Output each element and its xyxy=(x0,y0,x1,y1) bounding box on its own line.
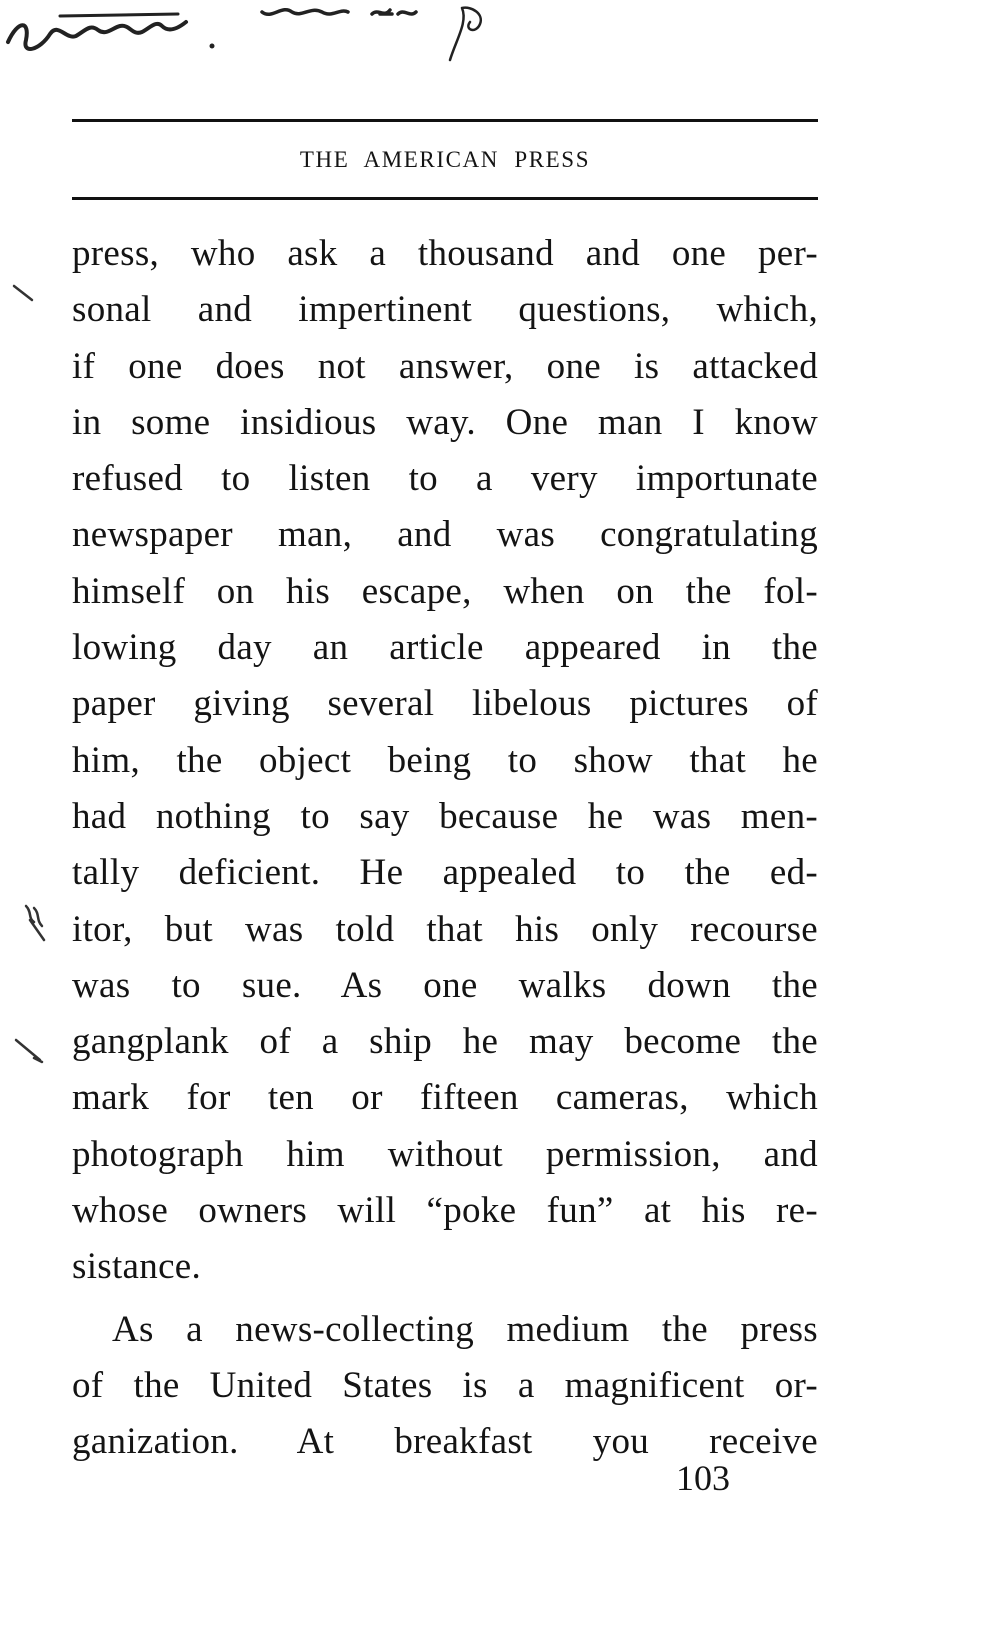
text-line: paper giving several libelous pictures of xyxy=(72,683,818,725)
header-bottom-rule xyxy=(72,197,818,200)
text-line: itor, but was told that his only recourse xyxy=(72,908,818,950)
text-line: refused to listen to a very importunate xyxy=(72,458,818,500)
text-line: lowing day an article appeared in the xyxy=(72,627,818,669)
text-line: was to sue. As one walks down the xyxy=(72,964,818,1006)
text-line: photograph him without permission, and xyxy=(72,1133,818,1175)
running-head: THE AMERICAN PRESS xyxy=(299,147,591,172)
text-line: him, the object being to show that he xyxy=(72,739,818,781)
text-line: press, who ask a thousand and one per- xyxy=(72,233,818,274)
margin-pencil-marks xyxy=(0,0,80,1636)
text-line: ganization. At breakfast you receive xyxy=(72,1421,818,1463)
text-line: As a news-collecting medium the press xyxy=(112,1308,818,1350)
text-line: in some insidious way. One man I know xyxy=(72,401,818,443)
text-line: whose owners will “poke fun” at his re- xyxy=(72,1190,818,1232)
text-line: himself on his escape, when on the fol- xyxy=(72,570,818,612)
text-line: of the United States is a magnificent or- xyxy=(72,1364,818,1406)
paragraph-1 xyxy=(72,226,818,1296)
body-text xyxy=(72,226,818,1471)
text-line: sistance. xyxy=(72,1246,202,1288)
paragraph-2 xyxy=(72,1302,818,1471)
handwritten-annotation xyxy=(0,0,560,70)
page-number: 103 xyxy=(676,1458,730,1498)
text-line: tally deficient. He appealed to the ed- xyxy=(72,852,818,894)
text-line: gangplank of a ship he may become the xyxy=(72,1021,818,1063)
text-line: if one does not answer, one is attacked xyxy=(72,345,818,387)
text-line: sonal and impertinent questions, which, xyxy=(72,289,818,331)
text-line: had nothing to say because he was men- xyxy=(72,795,818,837)
text-line: mark for ten or fifteen cameras, which xyxy=(72,1077,818,1119)
header-top-rule xyxy=(72,119,818,122)
text-line: newspaper man, and was congratulating xyxy=(72,514,818,556)
